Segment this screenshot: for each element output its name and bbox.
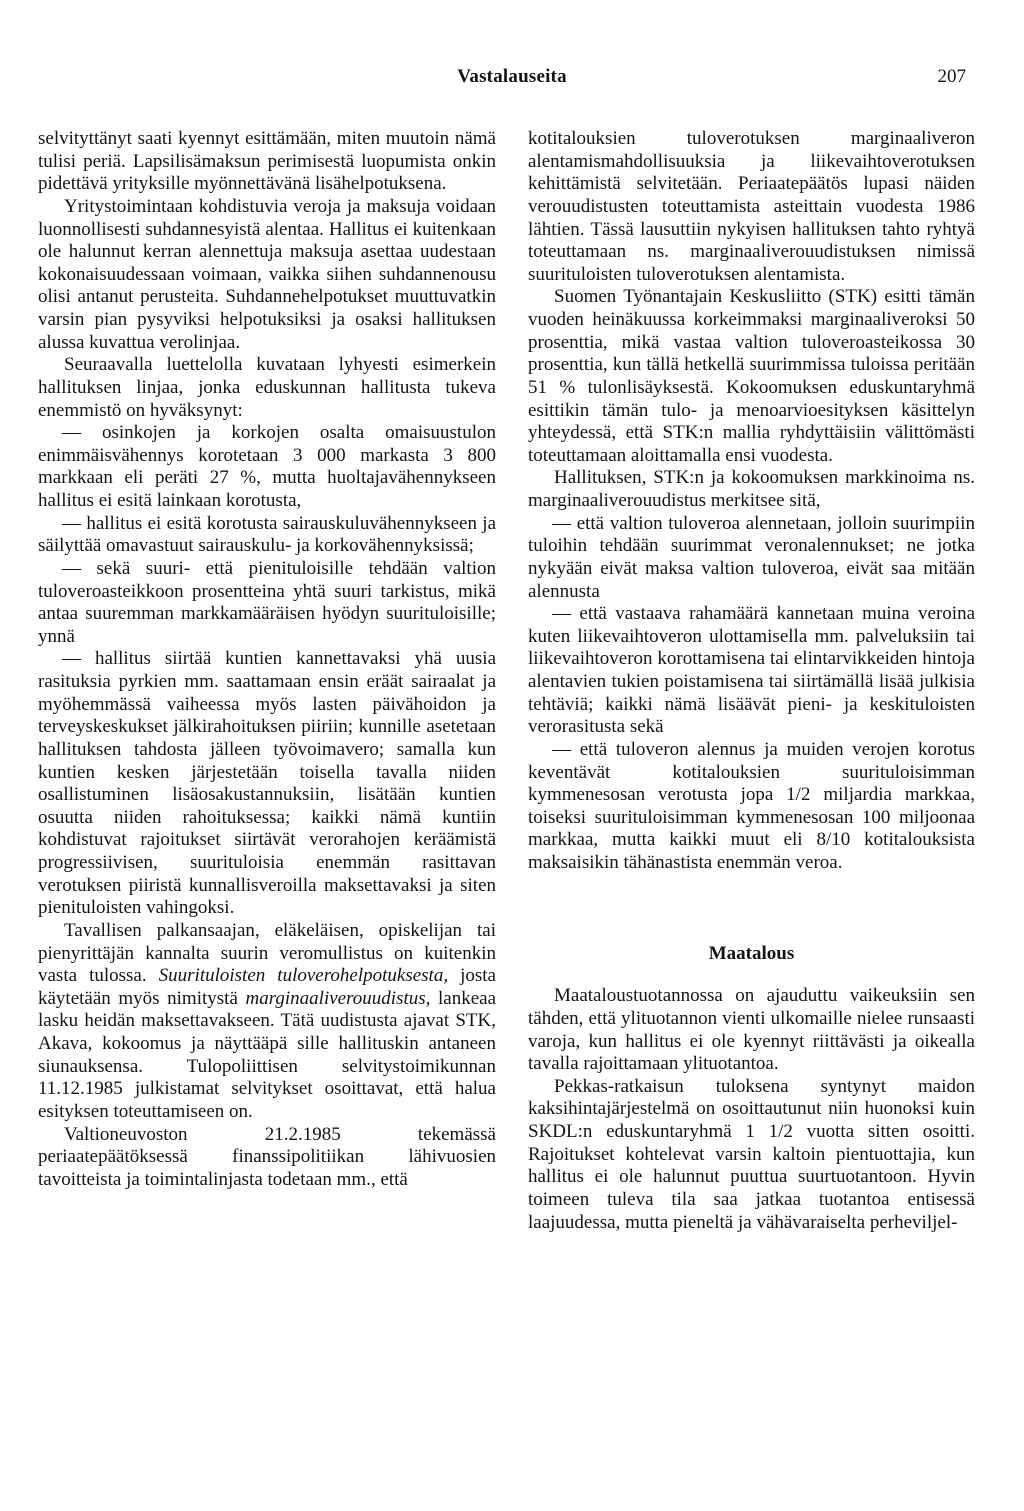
page-number: 207	[937, 66, 966, 87]
list-item: — että valtion tuloveroa alennetaan, jolloin suurimpiin tuloihin tehdään suurimmat veronalennukset; ne jotka nykyään eivät maksa valtion tuloveroa, eivät saa mitään alennusta	[528, 512, 975, 602]
list-item: — että tuloveron alennus ja muiden verojen korotus keventävät kotitalouksien suurituloisimman kymmenesosan verotusta jopa 1/2 miljardia markkaa, toiseksi suurituloisimman kymmenesosan 100 miljoonaa markkaa, mutta kaikki muut eli 8/10 kotitalouksista maksaisikin tähänastista enemmän veroa.	[528, 738, 975, 873]
list-item: — osinkojen ja korkojen osalta omaisuustulon enimmäisvähennys korotetaan 3 000 markasta 3 800 markkaan eli peräti 27 %, mutta huoltajavähennykseen hallitus ei esitä lainkaan korotusta,	[38, 422, 496, 511]
list-item: — että vastaava rahamäärä kannetaan muina veroina kuten liikevaihtoveron ulottamisella mm. palveluksiin tai liikevaihtoveron korottamisena tai elintarvikkeiden hintoja alentavien tukien poistamisena tai siirtämällä lisää julkisia tehtäviä; kaikki nämä lisäävät pieni- ja keskituloisten verorasitusta sekä	[528, 603, 975, 738]
right-column	[528, 128, 975, 1234]
paragraph: Hallituksen, STK:n ja kokoomuksen markkinoima ns. marginaaliverouudistus merkitsee sitä,	[528, 467, 975, 511]
paragraph: Seuraavalla luettelolla kuvataan lyhyesti esimerkein hallituksen linjaa, jonka eduskunnan hallitusta tukeva enemmistö on hyväksynyt:	[38, 354, 496, 421]
list-item: — hallitus ei esitä korotusta sairauskuluvähennykseen ja säilyttää omavastuut sairauskulu- ja korkovähennyksissä;	[38, 512, 496, 557]
list-item: — hallitus siirtää kuntien kannettavaksi yhä uusia rasituksia pyrkien mm. saattamaan ensin eräät sairaalat ja myöhemmässä vaiheessa myös lasten päivähoidon ja terveyskeskukset jälkirahoituksen piiriin; kunnille asetetaan hallituksen tahdosta jälleen työvoimavero; samalla kun kuntien kesken järjestetään toisella tavalla niiden osallistuminen lisäosakustannuksiin, lisätään kuntien osuutta niiden rahoituksessa; kaikki nämä kuntiin kohdistuvat rajoitukset siirtävät verorahojen keräämistä progressiivisen, suurituloisia enemmän rasittavan verotuksen piiristä kunnallisveroilla maksettavaksi ja siten pienituloisten vahingoksi.	[38, 648, 496, 919]
list-item: — sekä suuri- että pienituloisille tehdään valtion tuloveroasteikkoon prosentteina yhtä suuri tarkistus, mikä antaa suuremman markkamääräisen hyödyn suurituloisille; ynnä	[38, 557, 496, 647]
text-run: Tavallisen palkansaajan, eläkeläisen, opiskelijan tai pienyrittäjän kannalta suurin veromullistus on kuitenkin vasta tulossa.	[38, 919, 496, 987]
text-run: lankeaa lasku heidän maksettavakseen. Tätä uudistusta ajavat STK, Akava, kokoomus ja näyttääpä sille hallituskin antaneen siunauksensa. Tulopoliittisen selvitystoimikunnan 11.12.1985 julkistamat selvitykset osoittavat, että halua esityksen toteuttamiseen on.	[38, 987, 496, 1122]
paragraph: Pekkas-ratkaisun tuloksena syntynyt maidon kaksihintajärjestelmä on osoittautunut niin huonoksi kuin SKDL:n eduskuntaryhmä 1 1/2 vuotta sitten osoitti. Rajoitukset kohtelevat varsin kaltoin pientuottajia, kun hallitus ei ole halunnut puuttua suurtuotantoon. Hyvin toimeen tuleva tila saa jatkaa tuotantoa entisessä laajuudessa, mutta pieneltä ja vähävaraiselta perheviljel-	[528, 1075, 975, 1233]
italic-term: marginaaliverouudistus,	[245, 987, 431, 1009]
italic-term: Suurituloisten tuloverohelpotuksesta,	[158, 965, 449, 987]
section-heading: Maatalous	[708, 942, 795, 964]
paragraph: Maataloustuotannossa on ajauduttu vaikeuksiin sen tähden, että ylituotannon vienti ulkomaille nielee runsaasti varoja, kun hallitus ei ole kyennyt riittävästi ja oikealla tavalla rajoittamaan ylituotantoa.	[528, 985, 975, 1075]
paragraph	[38, 920, 496, 1124]
paragraph: Suomen Työnantajain Keskusliitto (STK) esitti tämän vuoden heinäkuussa korkeimmaksi marginaaliveroksi 50 prosenttia, mikä vastaa valtion tuloveroasteikossa 30 prosenttia, kun tällä hetkellä suurimmissa tuloissa peritään 51 % tulonlisäyksestä. Kokoomuksen eduskuntaryhmä esittikin tämän tulo- ja menoarvioesityksen käsittelyn yhteydessä, että STK:n mallia ryhdyttäisiin välittömästi toteuttamaan aloittamalla ensi vuodesta.	[528, 286, 975, 466]
paragraph: Yritystoimintaan kohdistuvia veroja ja maksuja voidaan luonnollisesti suhdannesyistä alentaa. Hallitus ei kuitenkaan ole halunnut kerran alennettuja maksuja asettaa uudestaan kokonaisuudessaan voimaan, vaikka siihen suhdannenousu olisi antanut perusteita. Suhdannehelpotukset muuttuvatkin varsin pian pysyviksi helpotuksiksi ja osaksi hallituksen alussa kuvattua verolinjaa.	[38, 195, 496, 353]
paragraph: kotitalouksien tuloverotuksen marginaaliveron alentamismahdollisuuksia ja liikevaihtoverotuksen kehittämistä selvitetään. Periaatepäätös lupasi näiden verouudistusten toteuttamista asteittain vuodesta 1986 lähtien. Tässä lausuttiin nykyisen hallituksen tahto ryhtyä toteuttamaan ns. marginaaliverouudistuksen nimissä suurituloisten tuloverotuksen alentamista.	[528, 128, 975, 285]
paragraph: Valtioneuvoston 21.2.1985 tekemässä periaatepäätöksessä finanssipolitiikan lähivuosien tavoitteista ja toimintalinjasta todetaan mm., että	[38, 1123, 496, 1190]
text-run: josta käytetään myös nimitystä	[38, 965, 496, 1009]
left-column	[38, 128, 496, 1191]
spacer	[528, 875, 975, 943]
spacer	[528, 965, 975, 985]
paragraph: selvityttänyt saati kyennyt esittämään, miten muutoin nämä tulisi periä. Lapsilisämaksun perimisestä luopumista onkin pidettävä yrityksille myönnettävänä lisähelpotuksena.	[38, 128, 496, 195]
running-title: Vastalauseita	[457, 66, 567, 87]
